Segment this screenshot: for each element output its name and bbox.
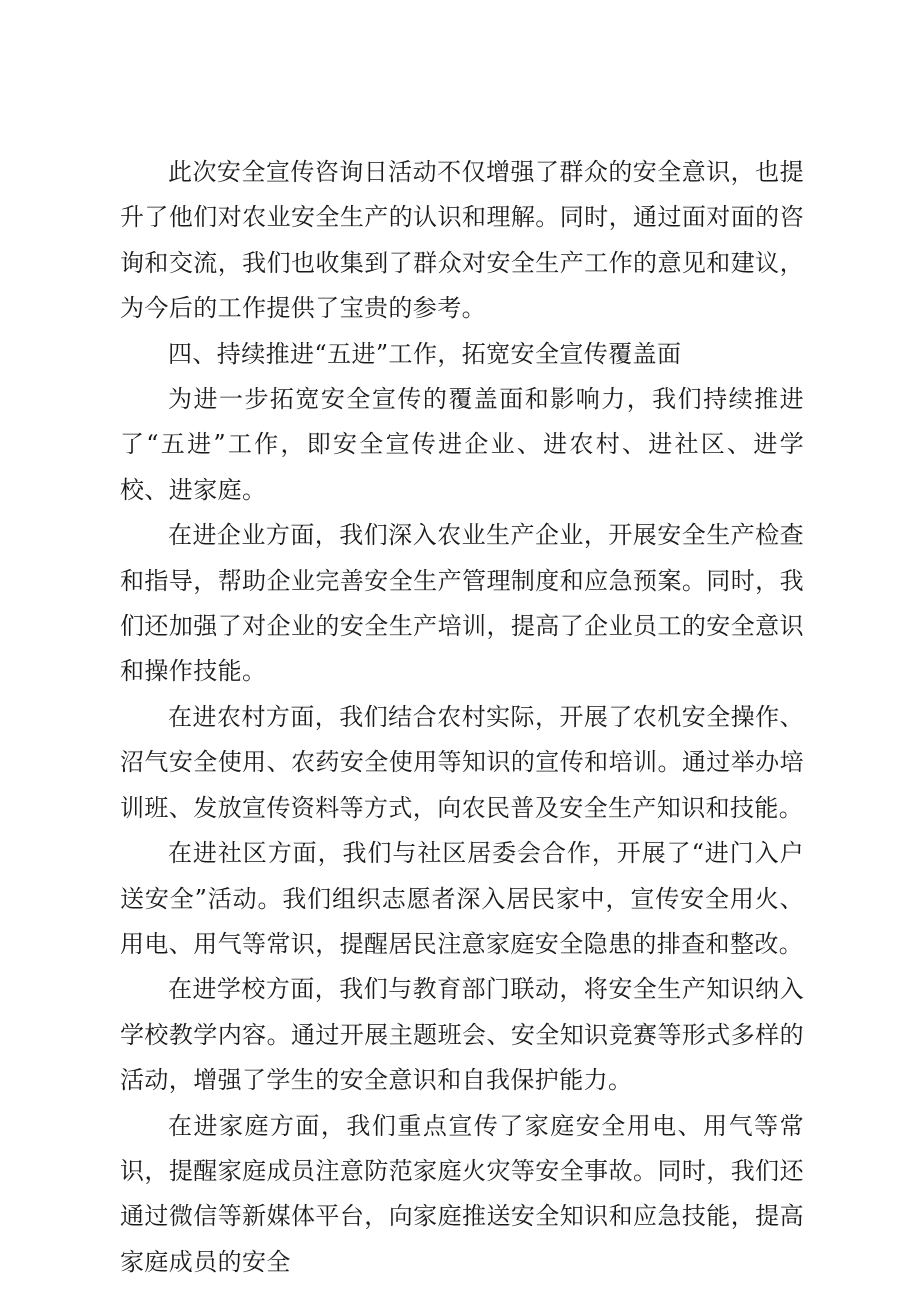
body-paragraph: 在进家庭方面，我们重点宣传了家庭安全用电、用气等常识，提醒家庭成员注意防范家庭火灾等安全事故。同时，我们还通过微信等新媒体平台，向家庭推送安全知识和应急技能，提高家庭成员的安全 (120, 1111, 804, 1276)
section-heading: 四、持续推进“五进”工作，拓宽安全宣传覆盖面 (168, 339, 682, 368)
document-page (120, 150, 804, 1285)
body-paragraph: 在进企业方面，我们深入农业生产企业，开展安全生产检查和指导，帮助企业完善安全生产管理制度和应急预案。同时，我们还加强了对企业的安全生产培训，提高了企业员工的安全意识和操作技能。 (120, 521, 804, 686)
body-paragraph: 在进农村方面，我们结合农村实际，开展了农机安全操作、沼气安全使用、农药安全使用等知识的宣传和培训。通过举办培训班、发放宣传资料等方式，向农民普及安全生产知识和技能。 (120, 702, 804, 822)
body-paragraph: 在进社区方面，我们与社区居委会合作，开展了“进门入户送安全”活动。我们组织志愿者深入居民家中，宣传安全用火、用电、用气等常识，提醒居民注意家庭安全隐患的排查和整改。 (120, 839, 804, 958)
body-paragraph: 在进学校方面，我们与教育部门联动，将安全生产知识纳入学校教学内容。通过开展主题班会、安全知识竞赛等形式多样的活动，增强了学生的安全意识和自我保护能力。 (120, 975, 804, 1095)
body-paragraph: 为进一步拓宽安全宣传的覆盖面和影响力，我们持续推进了“五进”工作，即安全宣传进企业、进农村、进社区、进学校、进家庭。 (120, 385, 804, 504)
body-paragraph: 此次安全宣传咨询日活动不仅增强了群众的安全意识，也提升了他们对农业安全生产的认识和理解。同时，通过面对面的咨询和交流，我们也收集到了群众对安全生产工作的意见和建议，为今后的工作提供了宝贵的参考。 (120, 158, 804, 323)
